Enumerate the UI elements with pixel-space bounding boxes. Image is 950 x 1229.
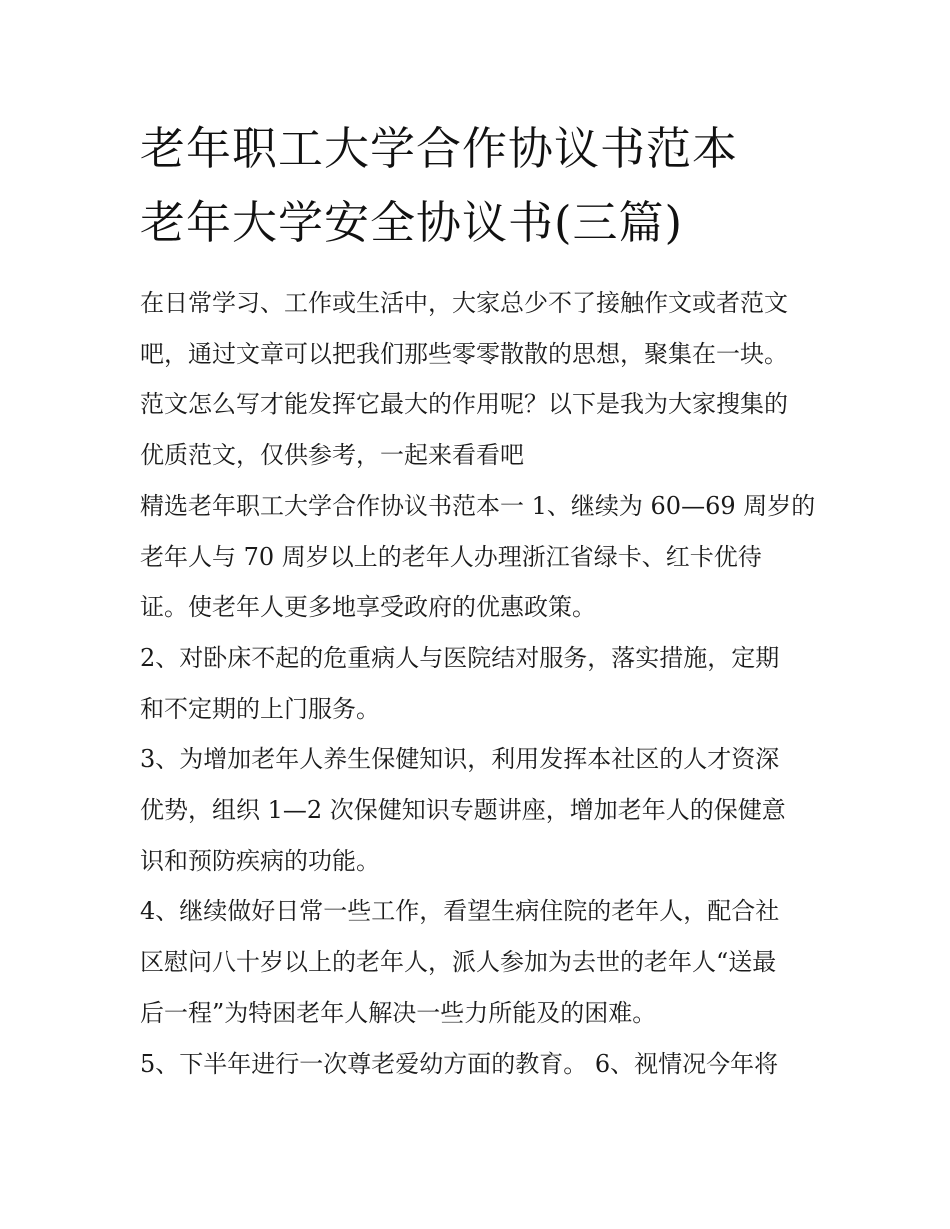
text-line: 范文怎么写才能发挥它最大的作用呢？以下是我为大家搜集的 <box>140 390 788 419</box>
paragraph-item-3 <box>140 734 820 886</box>
text-line: 2、对卧床不起的危重病人与医院结对服务，落实措施，定期 <box>140 643 780 672</box>
title-line-1: 老年职工大学合作协议书范本 <box>140 122 739 175</box>
text-line: 吧，通过文章可以把我们那些零零散散的思想，聚集在一块。 <box>140 339 788 368</box>
text-line: 精选老年职工大学合作协议书范本一 1、继续为 60—69 周岁的 <box>140 491 816 520</box>
text-line: 4、继续做好日常一些工作，看望生病住院的老年人，配合社 <box>140 897 780 926</box>
text-line: 后一程”为特困老年人解决一些力所能及的困难。 <box>140 998 657 1027</box>
document-title <box>140 112 840 260</box>
paragraph-item-1 <box>140 481 820 633</box>
paragraph-intro <box>140 278 820 481</box>
text-line: 5、下半年进行一次尊老爱幼方面的教育。 6、视情况今年将 <box>140 1049 779 1078</box>
text-line: 优质范文，仅供参考，一起来看看吧 <box>140 441 524 470</box>
text-line: 和不定期的上门服务。 <box>140 694 380 723</box>
text-line: 证。使老年人更多地享受政府的优惠政策。 <box>140 593 596 622</box>
document-body <box>140 278 820 1089</box>
text-line: 识和预防疾病的功能。 <box>140 846 380 875</box>
text-line: 老年人与 70 周岁以上的老年人办理浙江省绿卡、红卡优待 <box>140 542 762 571</box>
paragraph-item-5 <box>140 1039 820 1090</box>
paragraph-item-2 <box>140 633 820 734</box>
text-line: 区慰问八十岁以上的老年人，派人参加为去世的老年人“送最 <box>140 948 777 977</box>
paragraph-item-4 <box>140 886 820 1038</box>
text-line: 在日常学习、工作或生活中，大家总少不了接触作文或者范文 <box>140 289 788 317</box>
text-line: 优势，组织 1—2 次保健知识专题讲座，增加老年人的保健意 <box>140 796 786 825</box>
title-line-2: 老年大学安全协议书(三篇) <box>140 196 684 249</box>
text-line: 3、为增加老年人养生保健知识，利用发挥本社区的人才资深 <box>140 745 780 774</box>
